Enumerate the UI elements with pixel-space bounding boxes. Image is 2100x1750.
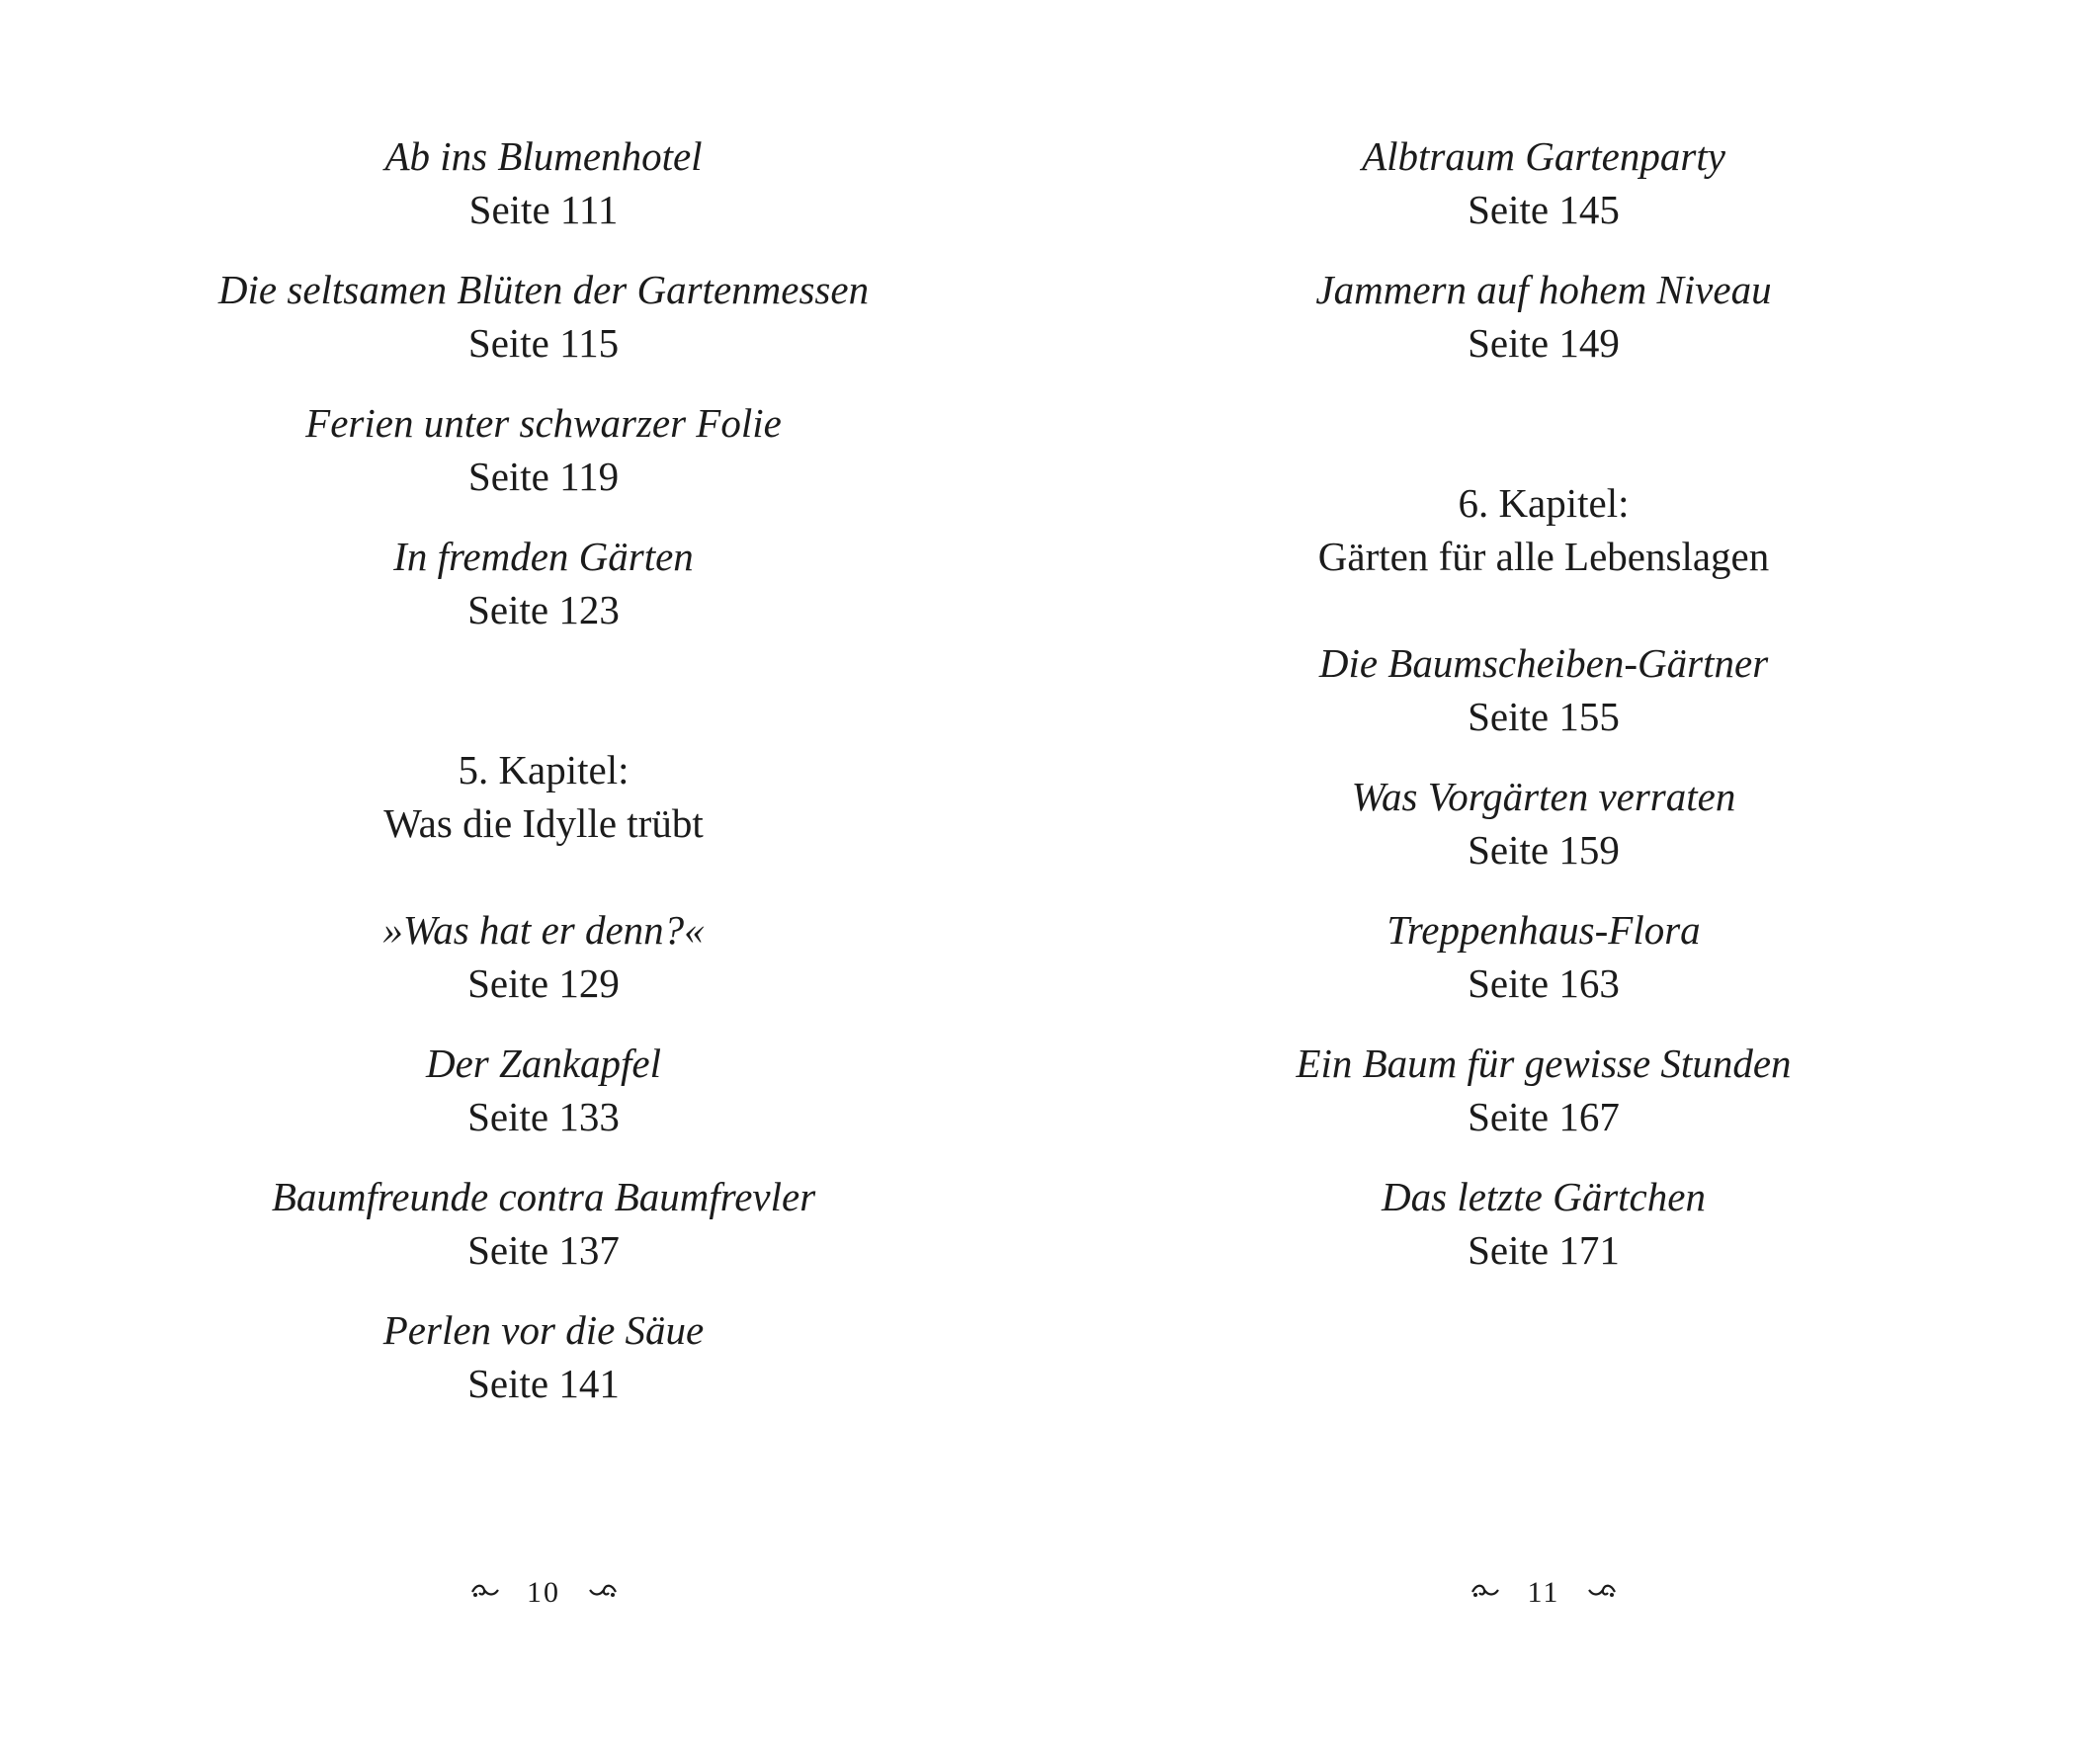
toc-entry-title: Baumfreunde contra Baumfrevler [271,1174,816,1219]
toc-entry-title: Ferien unter schwarzer Folie [305,400,782,446]
toc-entry-page: Seite 133 [467,1094,620,1139]
chapter-title: Gärten für alle Lebenslagen [1317,534,1770,579]
toc-entry-page: Seite 141 [467,1361,620,1406]
right-page [1050,0,2099,1750]
toc-entry-page: Seite 111 [468,187,619,232]
toc-entry-page: Seite 119 [467,454,620,499]
toc-entry-title: Die Baumscheiben-Gärtner [1318,640,1769,686]
toc-entry-title: »Was hat er denn?« [382,907,705,953]
toc-entry-title: Der Zankapfel [426,1041,661,1086]
page-number [1119,1571,1969,1613]
toc-entry-page: Seite 137 [467,1227,620,1273]
toc-entry-page: Seite 129 [467,960,620,1006]
toc-entry-title: Die seltsamen Blüten der Gartenmessen [217,267,870,312]
toc-entry-title: Das letzte Gärtchen [1382,1174,1706,1219]
toc-entry-page: Seite 149 [1468,320,1620,366]
toc-entry-title: Perlen vor die Säue [382,1307,705,1353]
chapter-number: 5. Kapitel: [458,747,630,792]
chapter-title: Was die Idylle trübt [383,800,704,846]
toc-entry-page: Seite 163 [1468,960,1620,1006]
toc-entry-title: Treppenhaus-Flora [1386,907,1701,953]
toc-entry-title: Jammern auf hohem Niveau [1315,267,1772,312]
toc-entry-page: Seite 145 [1468,187,1620,232]
toc-entry-title: Ab ins Blumenhotel [384,133,703,179]
fleuron-icon [588,1573,618,1613]
toc-entry-title: Was Vorgärten verraten [1351,774,1736,819]
toc-column-left [119,0,968,1750]
chapter-number: 6. Kapitel: [1458,480,1630,526]
folio-number: 11 [1527,1576,1560,1610]
toc-entry-page: Seite 155 [1468,694,1620,739]
toc-entry-page: Seite 171 [1468,1227,1620,1273]
toc-entry-title: In fremden Gärten [393,534,694,579]
folio-number: 10 [527,1576,560,1610]
fleuron-icon [1470,1573,1500,1613]
toc-entry-page: Seite 167 [1468,1094,1620,1139]
fleuron-icon [470,1573,500,1613]
fleuron-icon [1587,1573,1617,1613]
toc-entry-title: Albtraum Gartenparty [1362,133,1725,179]
toc-entry-page: Seite 123 [467,587,620,632]
toc-entry-page: Seite 115 [467,320,620,366]
page-number [119,1571,968,1613]
toc-column-right [1119,0,1969,1750]
toc-entry-page: Seite 159 [1468,827,1620,873]
toc-entry-title: Ein Baum für gewisse Stunden [1296,1041,1792,1086]
